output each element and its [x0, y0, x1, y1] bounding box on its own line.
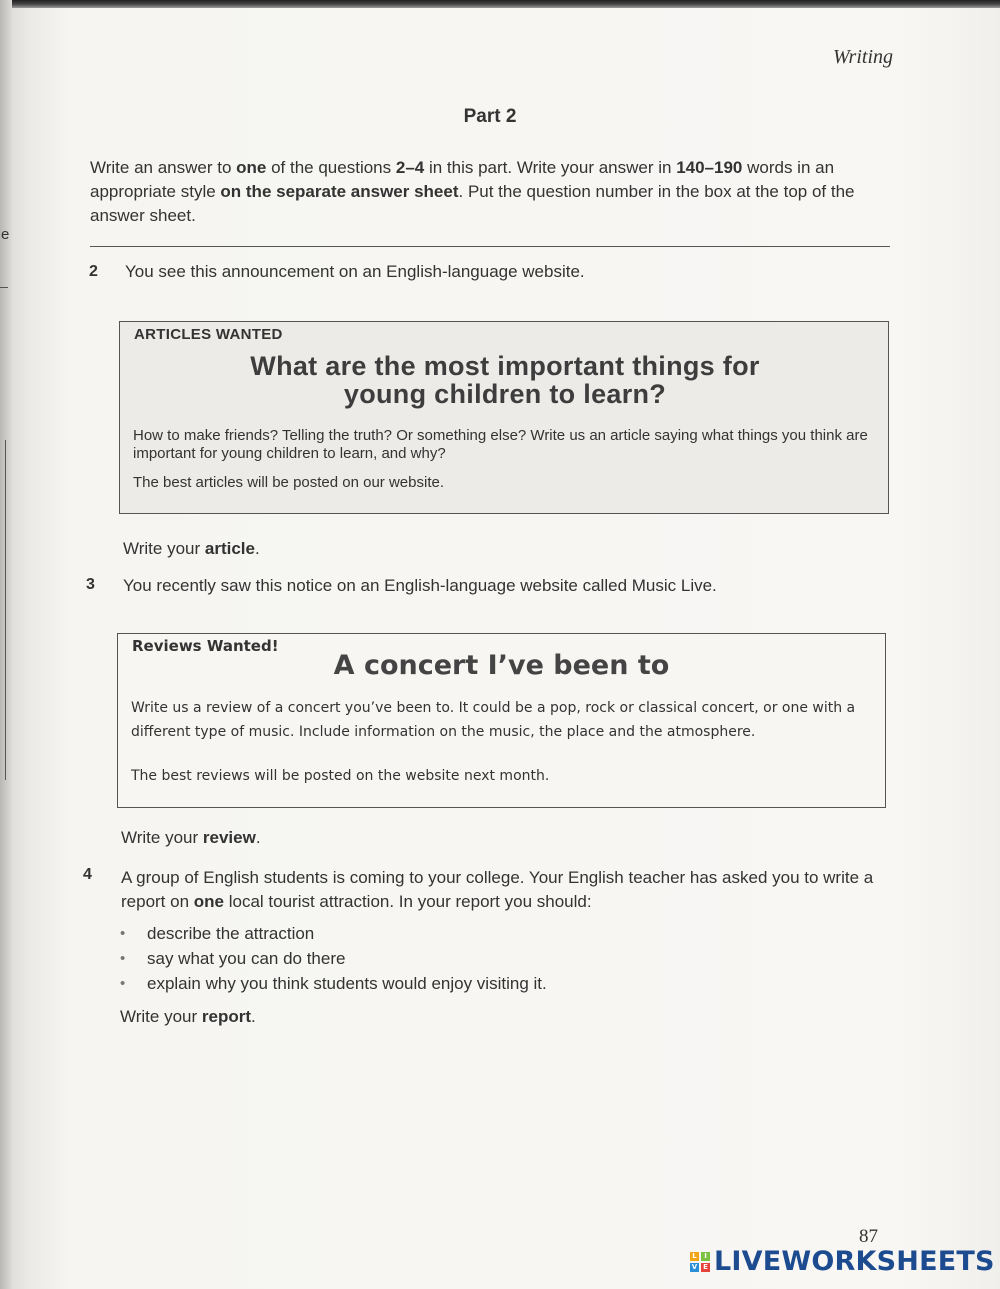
- instruction-task-type: report: [201, 1007, 251, 1026]
- announcement-kicker: ARTICLES WANTED: [134, 326, 283, 343]
- liveworksheets-logo-icon: [690, 1252, 710, 1272]
- intro-text: . Put the question number in the box at the top of the answer sheet.: [90, 182, 855, 225]
- question-3-number: 3: [86, 576, 95, 593]
- list-item: • explain why you think students would enjoy visiting it.: [118, 971, 547, 996]
- prompt-emphasis: one: [193, 892, 224, 911]
- instruction-text: .: [254, 539, 260, 558]
- intro-emphasis: one: [236, 158, 267, 177]
- logo-tile: V: [691, 1262, 698, 1271]
- prompt-text: local tourist attraction. In your report you should:: [224, 892, 592, 911]
- instruction-text: Write your: [121, 828, 203, 847]
- notice-body: Write us a review of a concert you’ve been to. It could be a pop, rock or classical concert, or one with a different type of music. Include information on the music, the place and the atmosphere.: [131, 700, 856, 740]
- instruction-text: Write your: [123, 539, 205, 558]
- articles-wanted-announcement: [119, 321, 889, 514]
- intro-text: words in an appropriate style: [90, 158, 835, 201]
- list-item: • describe the attraction: [118, 921, 547, 946]
- instruction-text: .: [251, 1007, 256, 1026]
- scan-top-edge: [0, 0, 1000, 8]
- reviews-wanted-notice: [117, 633, 886, 808]
- part-title: Part 2: [463, 106, 517, 127]
- headline-line: young children to learn?: [343, 379, 667, 409]
- logo-tile: E: [701, 1263, 710, 1272]
- notice-footer: The best reviews will be posted on the website next month.: [131, 768, 550, 784]
- logo-tile: I: [701, 1252, 710, 1261]
- list-item: • say what you can do there: [118, 946, 547, 971]
- intro-emphasis: 140–190: [676, 158, 743, 177]
- margin-fragment-rule: [0, 287, 8, 288]
- margin-fragment-border: [5, 440, 6, 780]
- page-number: 87: [859, 1226, 878, 1247]
- notice-kicker: Reviews Wanted!: [132, 637, 279, 655]
- logo-tile: L: [690, 1252, 699, 1261]
- instructions-paragraph: [90, 156, 895, 228]
- announcement-footer: The best articles will be posted on our website.: [133, 474, 444, 491]
- intro-emphasis: 2–4: [395, 158, 425, 177]
- instruction-text: Write your: [120, 1007, 202, 1026]
- question-2-number: 2: [89, 263, 98, 280]
- running-head: Writing: [832, 46, 893, 68]
- notice-headline: A concert I’ve been to: [333, 650, 670, 681]
- report-requirements-list: [118, 921, 547, 996]
- instruction-task-type: review: [202, 828, 256, 847]
- announcement-headline: [160, 352, 850, 408]
- prompt-text: A group of English students is coming to your college. Your English teacher has asked you to write a report on: [121, 868, 874, 911]
- intro-emphasis: on the separate answer sheet: [220, 182, 459, 201]
- scan-left-edge: [0, 0, 12, 1289]
- question-3-prompt: You recently saw this notice on an English-language website called Music Live.: [123, 576, 717, 595]
- instruction-text: .: [255, 828, 261, 847]
- headline-line: What are the most important things for: [250, 351, 760, 381]
- intro-text: Write an answer to: [90, 158, 237, 177]
- brand-name: LIVEWORKSHEETS: [714, 1246, 995, 1277]
- liveworksheets-watermark: [690, 1246, 995, 1277]
- question-4-number: 4: [83, 866, 92, 883]
- intro-text: in this part. Write your answer in: [424, 158, 677, 177]
- question-4-prompt: [121, 866, 881, 914]
- section-divider: [90, 246, 890, 247]
- instruction-task-type: article: [204, 539, 255, 558]
- question-2-prompt: You see this announcement on an English-language website.: [125, 262, 585, 281]
- question-2-instruction: [123, 537, 260, 561]
- question-3-instruction: [121, 826, 261, 850]
- intro-text: of the questions: [266, 158, 396, 177]
- announcement-body: How to make friends? Telling the truth? Or something else? Write us an article saying what things you think are important for young children to learn, and why?: [133, 427, 868, 462]
- margin-fragment-text: e: [1, 226, 10, 243]
- question-4-instruction: [120, 1005, 256, 1029]
